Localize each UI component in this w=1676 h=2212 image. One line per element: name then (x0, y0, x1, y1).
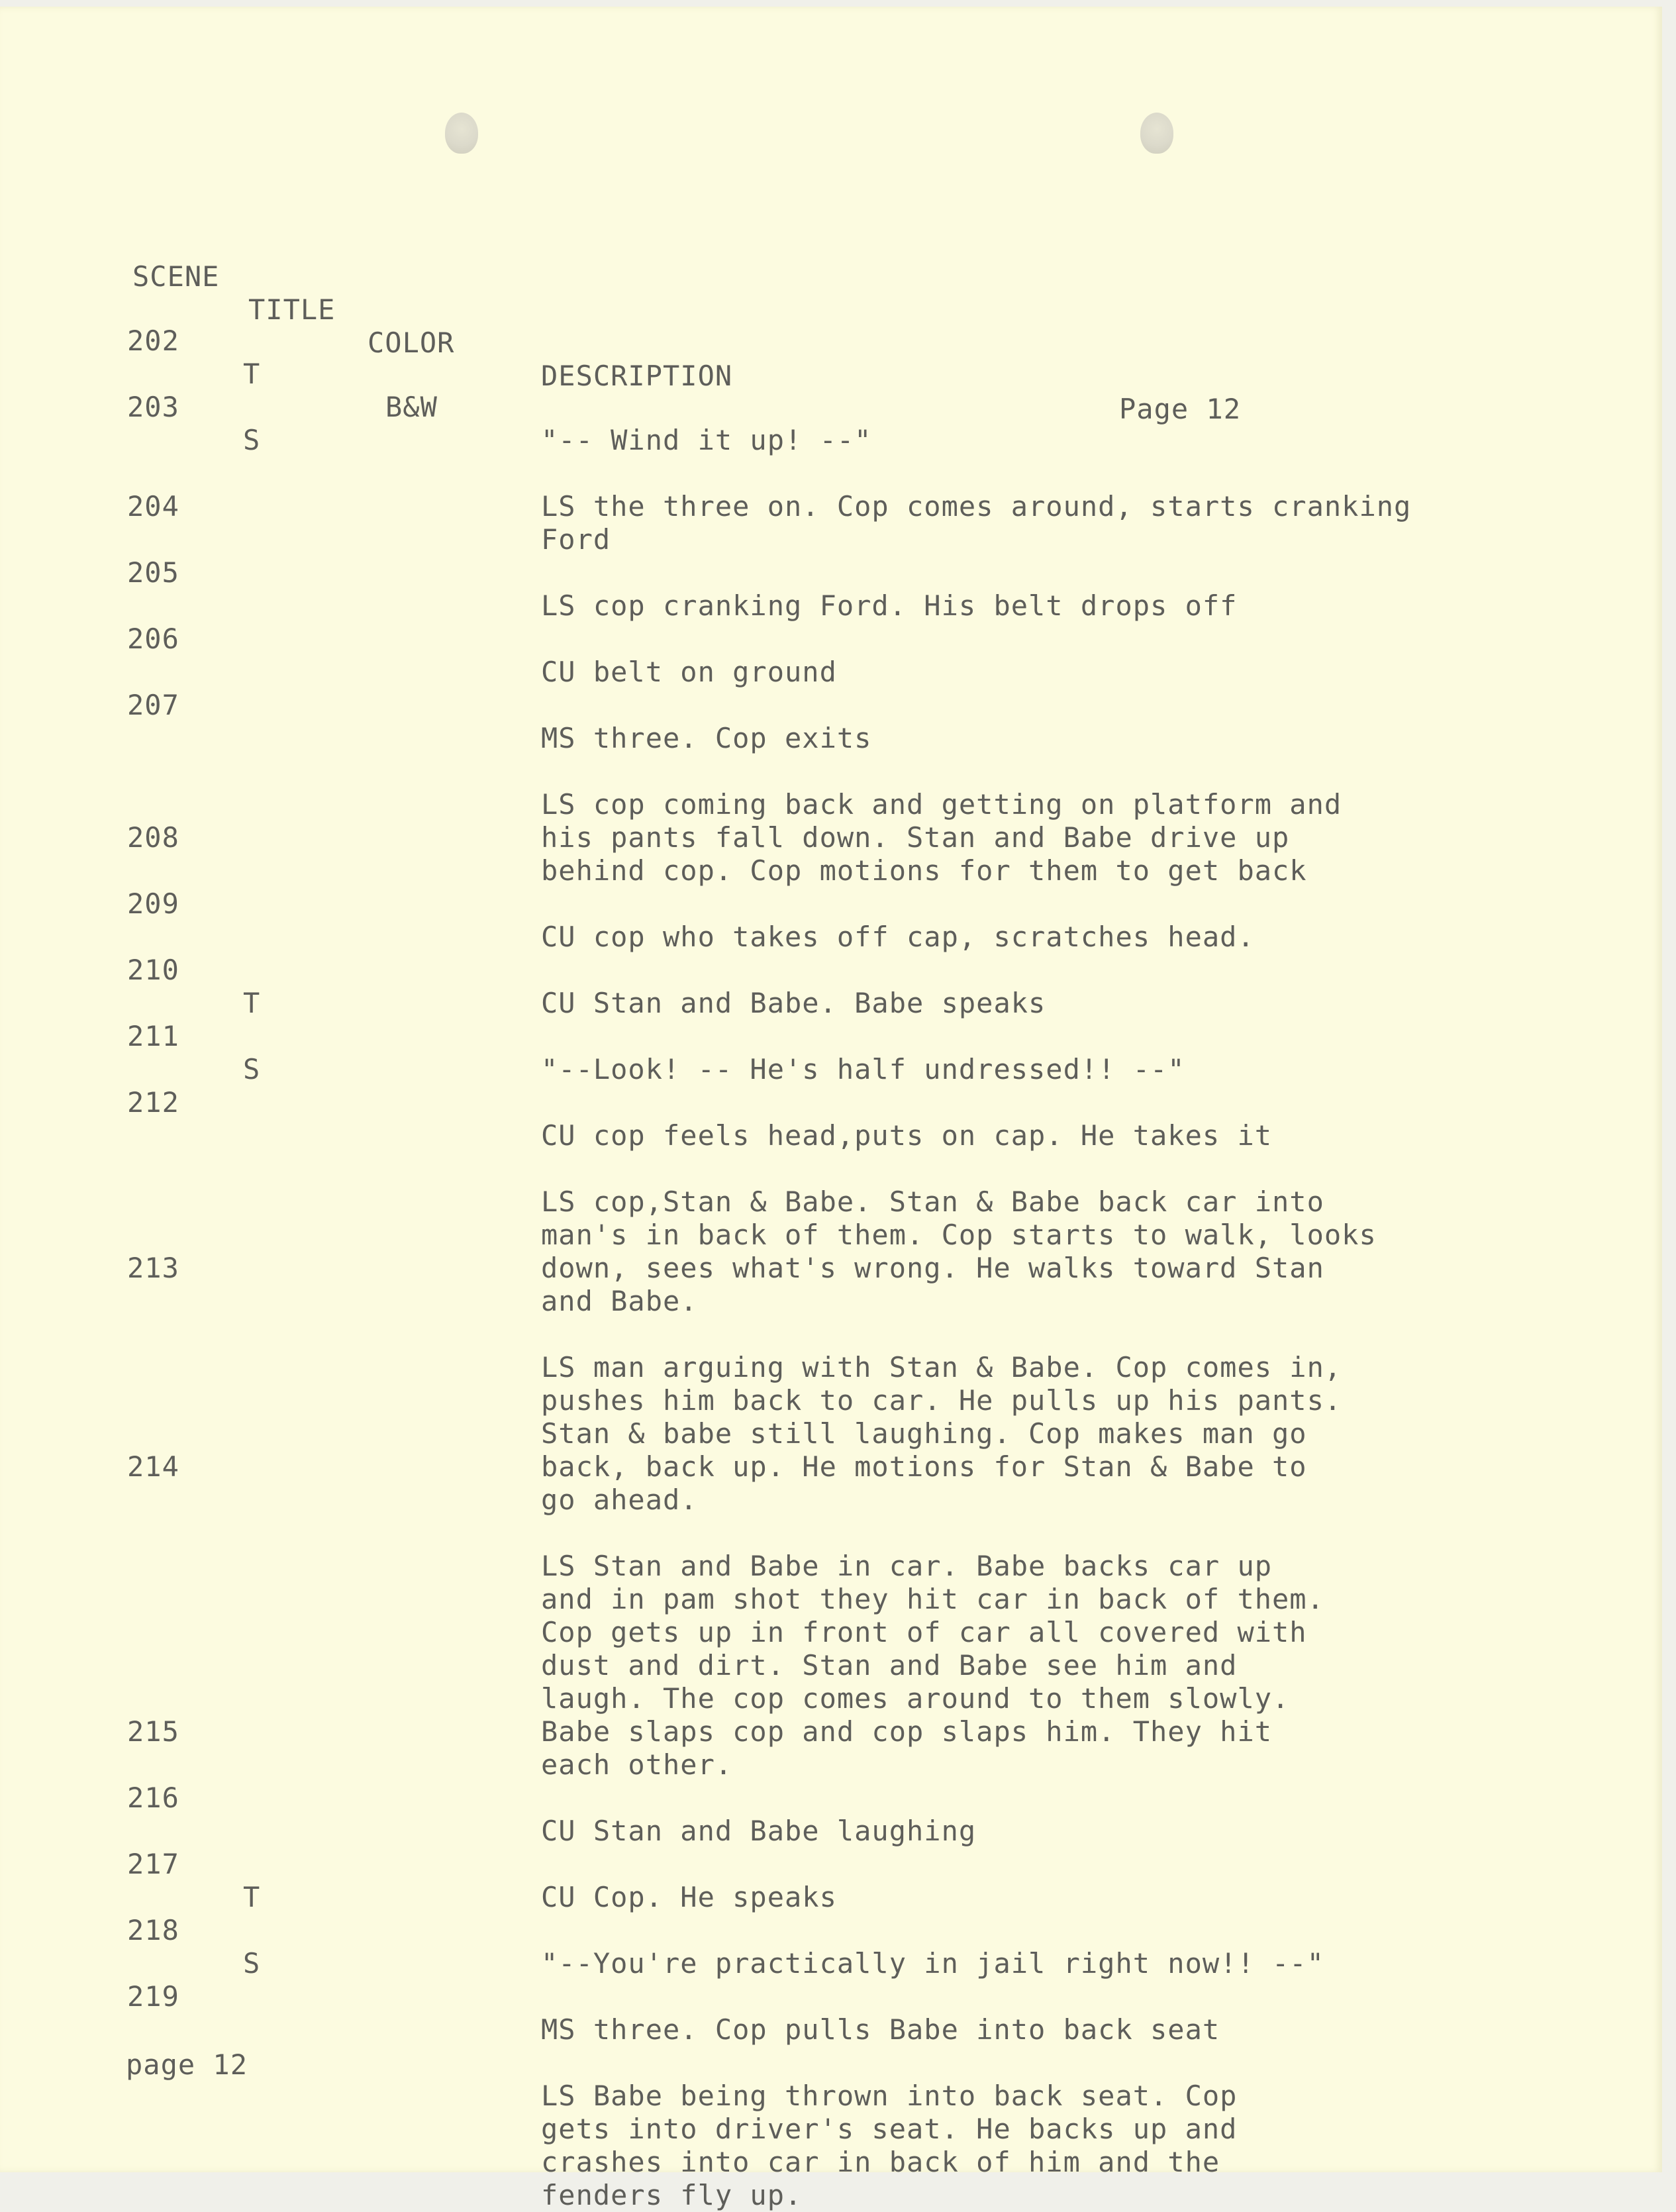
scene-number: 203 (127, 391, 179, 423)
scene-number: 218 (127, 1914, 179, 1946)
scene-number: 214 (127, 1450, 179, 1483)
scene-description: "--Look! -- He's half undressed!! --" (541, 1053, 1185, 1085)
scene-number: 217 (127, 1848, 179, 1880)
scene-number: 213 (127, 1252, 179, 1284)
scene-description: MS three. Cop exits (541, 722, 872, 754)
scene-description: "-- Wind it up! --" (541, 424, 872, 456)
header-page-number: Page 12 (1119, 393, 1242, 425)
scene-number: 215 (127, 1715, 179, 1748)
scene-title-code: T (243, 1881, 261, 1913)
scene-description: CU Cop. He speaks (541, 1881, 837, 1913)
header-color: COLOR (368, 327, 455, 359)
scene-number: 207 (127, 689, 179, 721)
scene-number: 209 (127, 887, 179, 920)
scene-title-code: S (243, 1053, 261, 1085)
scene-description: LS man arguing with Stan & Babe. Cop comes in, pushes him back to car. He pulls up his pants. Stan & babe still laughing. Cop makes man go back, back up. He motions for Stan & Babe to go ahead. (541, 1351, 1342, 1516)
scene-number: 204 (127, 490, 179, 523)
scene-description: CU cop feels head,puts on cap. He takes it (541, 1119, 1273, 1152)
scene-description: CU cop who takes off cap, scratches head. (541, 921, 1255, 953)
script-page (0, 7, 1662, 2211)
scene-number: 211 (127, 1020, 179, 1052)
scene-description: CU Stan and Babe laughing (541, 1815, 977, 1847)
punch-hole-right (1140, 113, 1173, 154)
scene-description: LS the three on. Cop comes around, starts cranking Ford (541, 490, 1412, 556)
scene-title-code: S (243, 424, 261, 456)
scene-description: CU Stan and Babe. Babe speaks (541, 987, 1046, 1019)
punch-hole-left (445, 113, 478, 154)
scene-color: B&W (385, 391, 438, 423)
header-scene: SCENE (132, 260, 220, 293)
scene-number: 208 (127, 821, 179, 854)
footer-page-label: page 12 (126, 2048, 248, 2081)
scene-description: MS three. Cop pulls Babe into back seat (541, 2013, 1220, 2046)
scene-number: 205 (127, 556, 179, 589)
scene-title-code: T (243, 987, 261, 1019)
scene-number: 206 (127, 623, 179, 655)
scene-number: 210 (127, 954, 179, 986)
scene-description: LS cop cranking Ford. His belt drops off (541, 589, 1238, 622)
scene-title-code: S (243, 1947, 261, 1980)
scene-row (127, 1947, 1597, 2211)
scene-description: LS Stan and Babe in car. Babe backs car up and in pam shot they hit car in back of them. Cop gets up in front of car all covered with dust and dirt. Stan and Babe see him and laugh. The cop comes around to them slowly. Babe slaps cop and cop slaps him. They hit each other. (541, 1550, 1324, 1781)
scene-number: 219 (127, 1980, 179, 2013)
scene-description: "--You're practically in jail right now!! --" (541, 1947, 1324, 1980)
scene-number: 216 (127, 1782, 179, 1814)
scene-description: LS Babe being thrown into back seat. Cop gets into driver's seat. He backs up and crashes into car in back of him and the fenders fly up. (541, 2080, 1238, 2211)
header-description: DESCRIPTION (541, 360, 733, 392)
scene-number: 212 (127, 1086, 179, 1119)
scene-description: LS cop coming back and getting on platform and his pants fall down. Stan and Babe drive up behind cop. Cop motions for them to get back (541, 788, 1342, 887)
scene-description: LS cop,Stan & Babe. Stan & Babe back car into man's in back of them. Cop starts to walk, looks down, sees what's wrong. He walks toward Stan and Babe. (541, 1185, 1377, 1317)
scene-number: 202 (127, 325, 179, 357)
header-title: TITLE (248, 293, 336, 326)
scene-description: CU belt on ground (541, 656, 837, 688)
scene-title-code: T (243, 358, 261, 390)
